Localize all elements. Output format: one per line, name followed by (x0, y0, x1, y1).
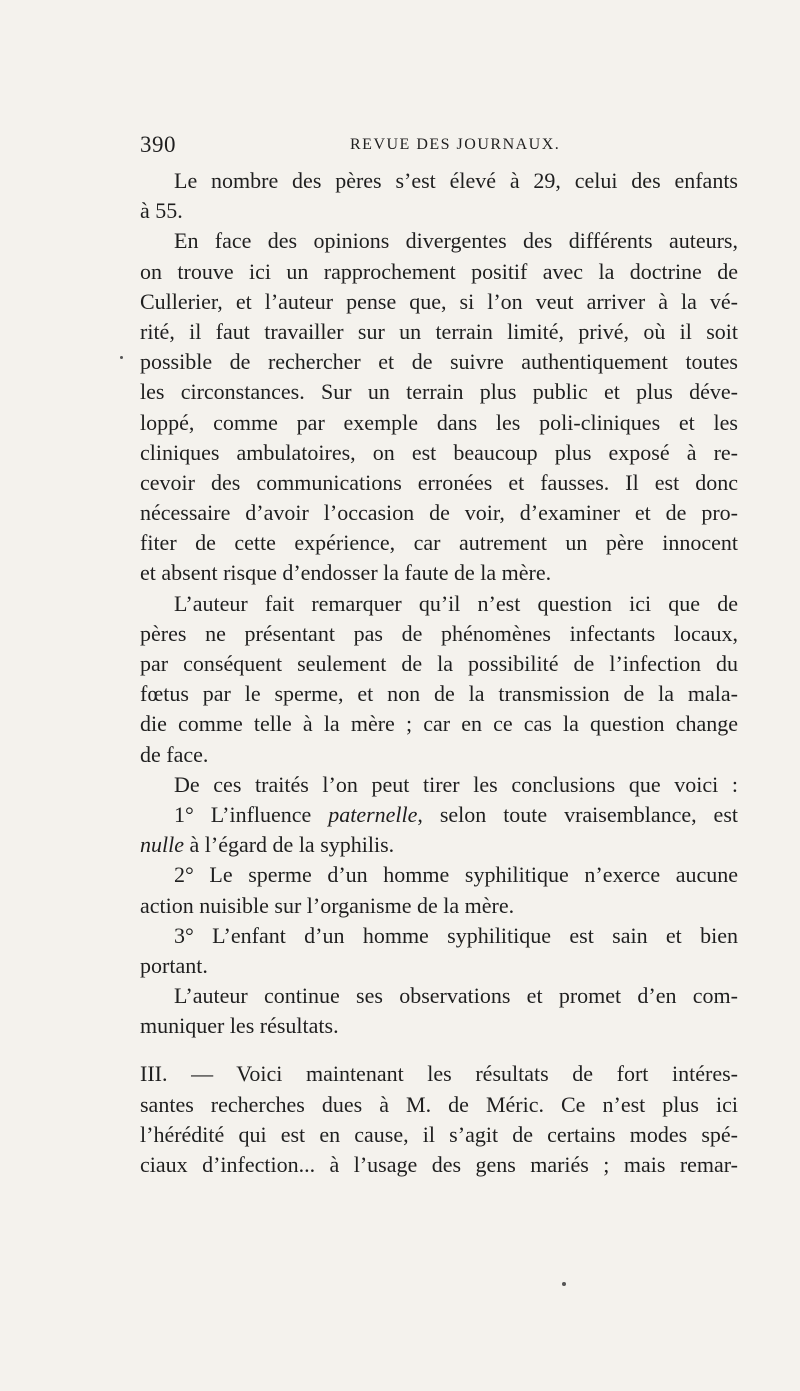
text-segment: 1° L’influence (174, 801, 329, 827)
text-line: En face des opinions divergentes des différents auteurs, (174, 228, 738, 254)
text-line: Cullerier, et l’auteur pense que, si l’on veut arriver à la vé- (140, 288, 738, 314)
page-header (140, 132, 738, 160)
italic-text: nulle (140, 832, 184, 858)
text-segment: , selon toute vraisemblance, est (417, 801, 738, 827)
text-line: l’hérédité qui est en cause, il s’agit de certains modes spé- (140, 1121, 738, 1147)
text-segment: à l’égard de la syphilis. (184, 832, 395, 858)
text-line: à 55. (140, 198, 183, 224)
text-line (140, 800, 738, 830)
text-line: santes recherches dues à M. de Méric. Ce n’est plus ici (140, 1091, 738, 1117)
body-text (140, 166, 738, 1180)
text-line: cevoir des communications erronées et fausses. Il est donc (140, 469, 738, 495)
text-line: 3° L’enfant d’un homme syphilitique est sain et bien (174, 922, 738, 948)
text-line: De ces traités l’on peut tirer les conclusions que voici : (174, 771, 738, 797)
text-line: L’auteur continue ses observations et promet d’en com- (174, 983, 738, 1009)
text-line: fœtus par le sperme, et non de la transmission de la mala- (140, 681, 738, 707)
text-line: action nuisible sur l’organisme de la mère. (140, 892, 515, 918)
text-line (140, 830, 738, 860)
text-line: III. — Voici maintenant les résultats de fort intéres- (140, 1061, 738, 1087)
print-speck (562, 1282, 566, 1286)
text-line: les circonstances. Sur un terrain plus public et plus déve- (140, 379, 738, 405)
text-line: par conséquent seulement de la possibilité de l’infection du (140, 651, 738, 676)
text-line: on trouve ici un rapprochement positif avec la doctrine de (140, 258, 738, 284)
text-line: ciaux d’infection... à l’usage des gens mariés ; mais remar- (140, 1152, 738, 1177)
text-line: et absent risque d’endosser la faute de la mère. (140, 560, 552, 586)
text-line: loppé, comme par exemple dans les poli-cliniques et les (140, 409, 738, 435)
text-line: die comme telle à la mère ; car en ce cas la question change (140, 711, 738, 737)
running-title: REVUE DES JOURNAUX. (350, 136, 561, 153)
text-line: 2° Le sperme d’un homme syphilitique n’exerce aucune (174, 862, 738, 888)
text-line: possible de rechercher et de suivre authentiquement toutes (140, 349, 738, 375)
text-line: de face. (140, 741, 209, 767)
text-line: portant. (140, 952, 208, 978)
text-line: L’auteur fait remarquer qu’il n’est question ici que de (174, 590, 738, 616)
text-line: fiter de cette expérience, car autrement un père innocent (140, 530, 738, 556)
print-speck (120, 356, 123, 359)
text-line: Le nombre des pères s’est élevé à 29, celui des enfants (174, 168, 738, 193)
text-line: cliniques ambulatoires, on est beaucoup plus exposé à re- (140, 439, 738, 465)
page-number: 390 (140, 132, 176, 157)
italic-text: paternelle (328, 801, 418, 827)
text-line: nécessaire d’avoir l’occasion de voir, d’examiner et de pro- (140, 500, 738, 526)
text-line: muniquer les résultats. (140, 1013, 339, 1039)
text-line: rité, il faut travailler sur un terrain limité, privé, où il soit (140, 318, 738, 344)
text-line: pères ne présentant pas de phénomènes infectants locaux, (140, 620, 738, 646)
